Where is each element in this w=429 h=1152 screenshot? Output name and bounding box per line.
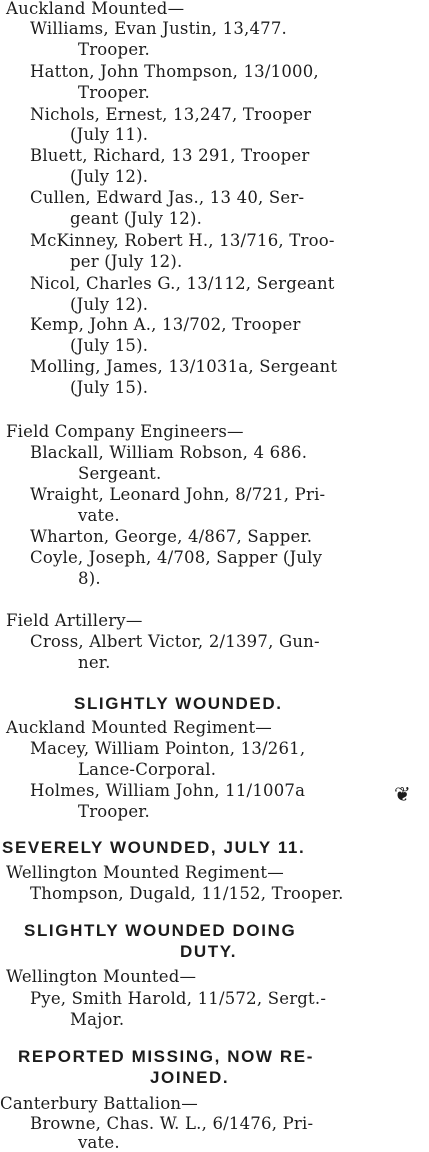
section-heading: REPORTED MISSING, NOW RE- [18, 1047, 314, 1066]
section-heading-continuation: JOINED. [150, 1068, 230, 1087]
casualty-entry-continuation: geant (July 12). [70, 209, 203, 228]
casualty-entry: Pye, Smith Harold, 11/572, Sergt.- [30, 989, 327, 1008]
casualty-entry: Blackall, William Robson, 4 686. [30, 443, 308, 462]
casualty-entry-continuation: Lance-Corporal. [78, 760, 217, 779]
unit-heading: Field Company Engineers— [6, 422, 244, 441]
casualty-entry-continuation: per (July 12). [70, 252, 183, 271]
casualty-entry: Browne, Chas. W. L., 6/1476, Pri- [30, 1114, 314, 1133]
unit-heading: Wellington Mounted Regiment— [6, 863, 284, 882]
casualty-entry: Nichols, Ernest, 13,247, Trooper [30, 105, 312, 124]
casualty-entry: Molling, James, 13/1031a, Sergeant [30, 357, 338, 376]
casualty-entry: Williams, Evan Justin, 13,477. [30, 19, 288, 38]
casualty-entry: Nicol, Charles G., 13/112, Sergeant [30, 274, 335, 293]
casualty-entry-continuation: (July 11). [70, 125, 149, 144]
unit-heading: Auckland Mounted— [6, 0, 185, 18]
casualty-entry-continuation: (July 15). [70, 336, 149, 355]
casualty-entry-continuation: 8). [78, 569, 101, 588]
casualty-entry-continuation: Trooper. [78, 40, 151, 59]
casualty-entry-continuation: Trooper. [78, 83, 151, 102]
casualty-entry: Coyle, Joseph, 4/708, Sapper (July [30, 548, 323, 567]
section-heading: SLIGHTLY WOUNDED DOING [24, 921, 297, 940]
casualty-entry: Thompson, Dugald, 11/152, Trooper. [30, 884, 344, 903]
unit-heading: Auckland Mounted Regiment— [6, 718, 273, 737]
casualty-entry: Holmes, William John, 11/1007a [30, 781, 306, 800]
casualty-entry-continuation: Trooper. [78, 802, 151, 821]
casualty-entry: Wraight, Leonard John, 8/721, Pri- [30, 485, 326, 504]
unit-heading: Wellington Mounted— [6, 967, 197, 986]
casualty-entry: Cross, Albert Victor, 2/1397, Gun- [30, 632, 320, 651]
casualty-entry: Macey, William Pointon, 13/261, [30, 739, 306, 758]
casualty-entry: McKinney, Robert H., 13/716, Troo- [30, 231, 335, 250]
ink-blot-mark: ❦ [394, 782, 411, 806]
section-heading-continuation: DUTY. [180, 942, 238, 961]
casualty-entry-continuation: ner. [78, 653, 111, 672]
section-heading: SEVERELY WOUNDED, JULY 11. [2, 838, 306, 857]
casualty-entry-continuation: (July 12). [70, 167, 149, 186]
unit-heading: Canterbury Battalion— [0, 1094, 198, 1113]
casualty-entry: Bluett, Richard, 13 291, Trooper [30, 146, 310, 165]
casualty-entry: Hatton, John Thompson, 13/1000, [30, 62, 319, 81]
casualty-entry-continuation: (July 12). [70, 295, 149, 314]
casualty-entry-continuation: Sergeant. [78, 464, 162, 483]
casualty-entry: Cullen, Edward Jas., 13 40, Ser- [30, 188, 305, 207]
casualty-entry-continuation: Major. [70, 1010, 125, 1029]
casualty-entry-continuation: vate. [78, 506, 120, 525]
casualty-entry-continuation: vate. [78, 1133, 120, 1152]
unit-heading: Field Artillery— [6, 611, 143, 630]
casualty-entry: Wharton, George, 4/867, Sapper. [30, 527, 313, 546]
casualty-entry-continuation: (July 15). [70, 378, 149, 397]
casualty-entry: Kemp, John A., 13/702, Trooper [30, 315, 301, 334]
section-heading: SLIGHTLY WOUNDED. [74, 694, 283, 713]
